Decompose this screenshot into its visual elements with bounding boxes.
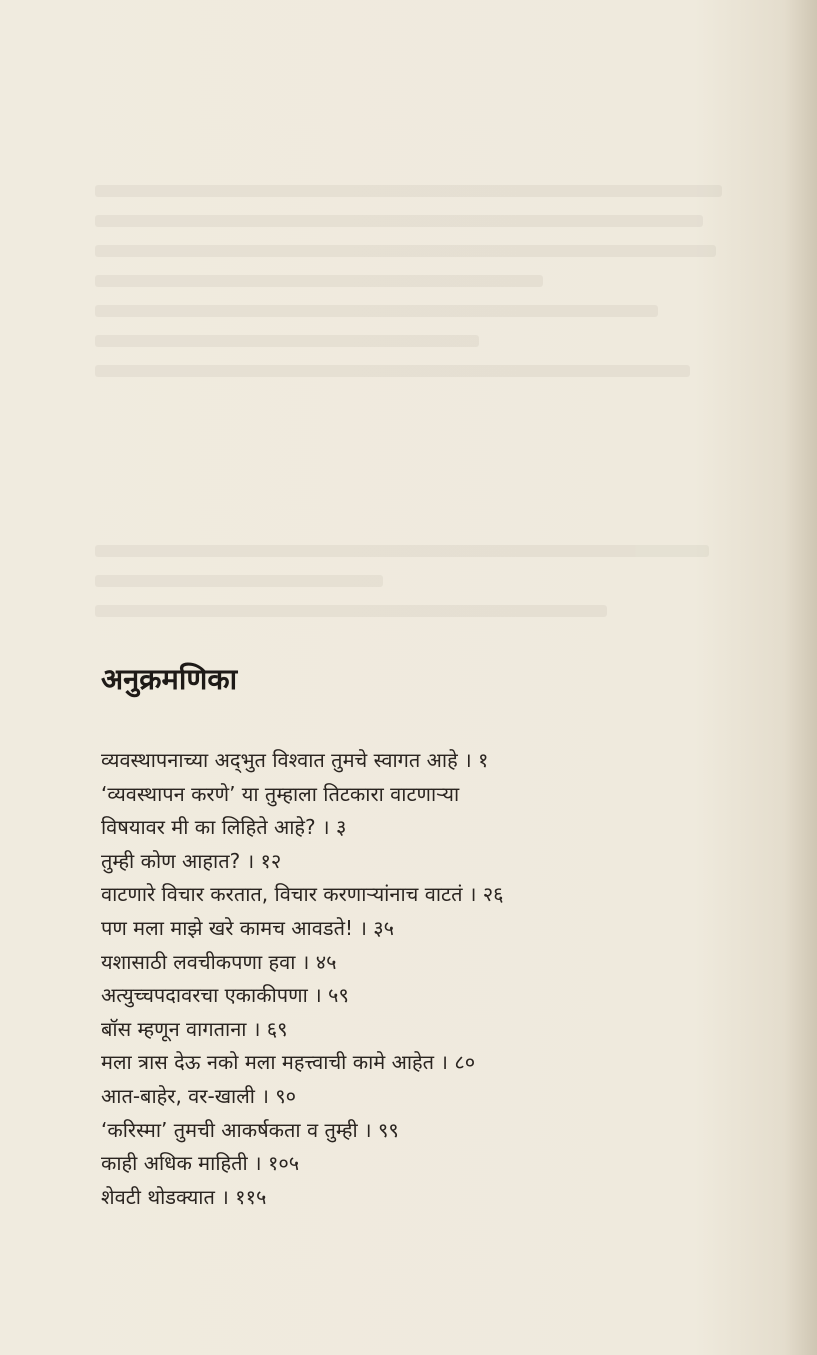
- toc-entry: आत-बाहेर, वर-खाली । ९०: [101, 1083, 297, 1108]
- toc-entry: काही अधिक माहिती । १०५: [101, 1151, 300, 1176]
- toc-entry: विषयावर मी का लिहिते आहे? । ३: [101, 815, 347, 840]
- toc-entry: शेवटी थोडक्यात । ११५: [101, 1184, 267, 1209]
- show-through-text-mid: [95, 545, 735, 635]
- toc-heading: अनुक्रमणिका: [101, 662, 238, 696]
- toc-entry: बॉस म्हणून वागताना । ६९: [101, 1016, 288, 1041]
- toc-entry: यशासाठी लवचीकपणा हवा । ४५: [101, 949, 337, 974]
- toc-entry: अत्युच्चपदावरचा एकाकीपणा । ५९: [101, 983, 349, 1008]
- toc-entry: वाटणारे विचार करतात, विचार करणाऱ्यांनाच वाटतं । २६: [101, 882, 504, 907]
- toc-entry: ‘करिस्मा’ तुमची आकर्षकता व तुम्ही । ९९: [101, 1117, 399, 1142]
- toc-entries: [101, 744, 781, 1214]
- toc-entry: पण मला माझे खरे कामच आवडते! । ३५: [101, 915, 395, 940]
- toc-entry: व्यवस्थापनाच्या अद्‌भुत विश्वात तुमचे स्वागत आहे । १: [101, 748, 489, 772]
- table-of-contents: [101, 660, 781, 1214]
- toc-entry: मला त्रास देऊ नको मला महत्त्वाची कामे आहेत । ८०: [101, 1050, 476, 1075]
- show-through-text-top: [95, 185, 735, 395]
- toc-entry: तुम्ही कोण आहात? । १२: [101, 848, 282, 873]
- toc-entry: ‘व्यवस्थापन करणे’ या तुम्हाला तिटकारा वाटणाऱ्या: [101, 781, 460, 806]
